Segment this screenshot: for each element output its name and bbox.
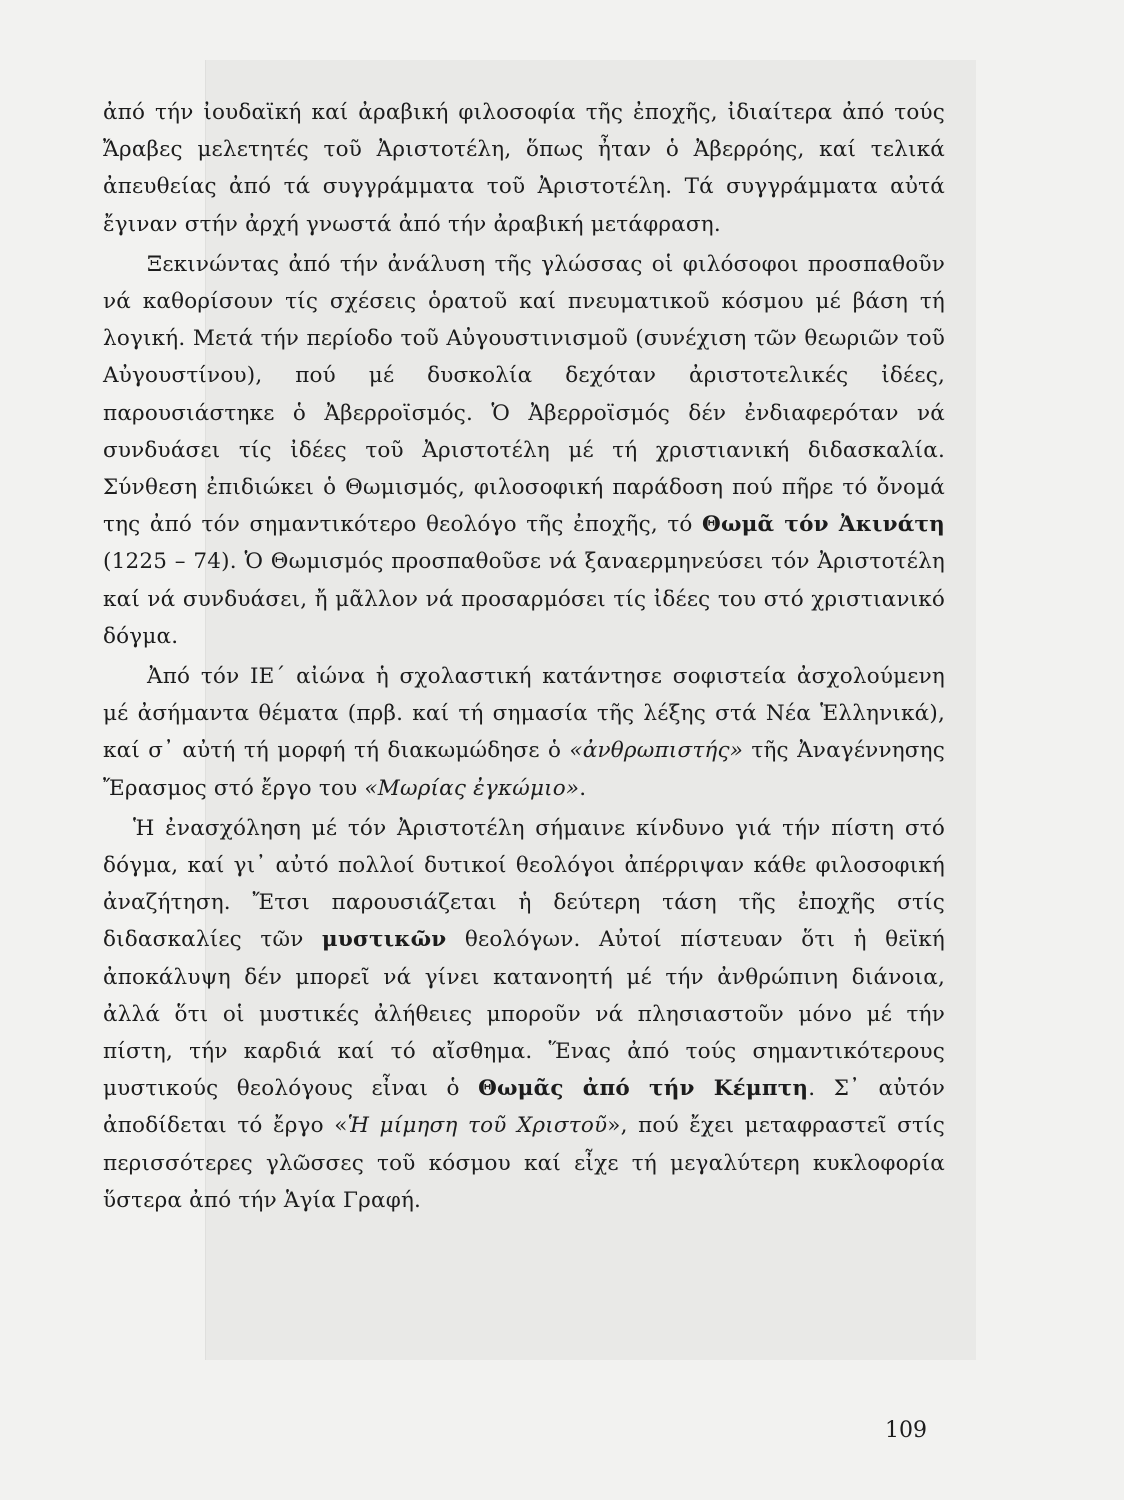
text-run: (1225 – 74). Ὁ Θωμισμός προσπαθοῦσε νά ξαναερμηνεύσει τόν Ἀριστοτέλη καί νά συνδυάσει, ἤ μᾶλλον νά προσαρμόσει τίς ἰδέες του στό χριστιανικό δόγμα. xyxy=(103,549,945,649)
text-run: Ἀπό τόν ΙΕ΄ αἰώνα ἡ σχολαστική κατάντησε σοφιστεία ἀσχολούμενη μέ ἀσήμαντα θέματα (πρβ. καί τή σημασία τῆς λέξης στά Νέα Ἑλληνικά), καί σ᾽ αὐτή τή μορφή τή διακωμώδησε ὁ xyxy=(103,664,945,764)
italic-term: «Μωρίας ἐγκώμιο» xyxy=(364,775,580,801)
italic-term: Ἡ μίμηση τοῦ Χριστοῦ xyxy=(347,1113,608,1139)
body-text xyxy=(103,94,945,1219)
page-number: 109 xyxy=(885,1418,927,1443)
text-run: . xyxy=(579,775,587,801)
bold-term: μυστικῶν xyxy=(321,927,447,953)
text-run: Ἡ ἐνασχόληση μέ τόν Ἀριστοτέλη σήμαινε κίνδυνο γιά τήν πίστη στό δόγμα, καί γι᾽ αὐτό πολλοί δυτικοί θεολόγοι ἀπέρριψαν κάθε φιλοσοφική ἀναζήτηση. Ἔτσι παρουσιάζεται ἡ δεύτερη τάση τῆς ἐποχῆς στίς διδασκαλίες τῶν xyxy=(103,815,945,953)
paragraph-3 xyxy=(103,658,945,807)
bold-term: Θωμᾶ τόν Ἀκινάτη xyxy=(702,512,945,538)
paragraph-1 xyxy=(103,94,945,243)
text-run: . Σ᾽ αὐτόν ἀποδίδεται τό ἔργο « xyxy=(103,1076,945,1139)
paragraph-4 xyxy=(103,810,945,1219)
text-run: », πού ἔχει μεταφραστεῖ στίς περισσότερες γλῶσσες τοῦ κόσμου καί εἶχε τή μεγαλύτερη κυκλοφορία ὕστερα ἀπό τήν Ἁγία Γραφή. xyxy=(103,1113,945,1213)
bold-term: Θωμᾶς ἀπό τήν Κέμπτη xyxy=(478,1076,809,1102)
text-run: Ξεκινώντας ἀπό τήν ἀνάλυση τῆς γλώσσας οἱ φιλόσοφοι προσπαθοῦν νά καθορίσουν τίς σχέσεις ὁρατοῦ καί πνευματικοῦ κόσμου μέ βάση τή λογική. Μετά τήν περίοδο τοῦ Αὐγουστινισμοῦ (συνέχιση τῶν θεωριῶν τοῦ Αὐγουστίνου), πού μέ δυσκολία δεχόταν ἀριστοτελικές ἰδέες, παρουσιάστηκε ὁ Ἀβερροϊσμός. Ὁ Ἀβερροϊσμός δέν ἐνδιαφερόταν νά συνδυάσει τίς ἰδέες τοῦ Ἀριστοτέλη μέ τή χριστιανική διδασκαλία. Σύνθεση ἐπιδιώκει ὁ Θωμισμός, φιλοσοφική παράδοση πού πῆρε τό ὄνομά της ἀπό τόν σημαντικότερο θεολόγο τῆς ἐποχῆς, τό xyxy=(103,251,945,538)
text-run: τῆς Ἀναγέννησης Ἔρασμος στό ἔργο του xyxy=(103,738,945,801)
italic-term: «ἀνθρωπιστής» xyxy=(569,738,744,764)
text-run: ἀπό τήν ἰουδαϊκή καί ἀραβική φιλοσοφία τῆς ἐποχῆς, ἰδιαίτερα ἀπό τούς Ἄραβες μελετητές τοῦ Ἀριστοτέλη, ὅπως ἦταν ὁ Ἀβερρόης, καί τελικά ἀπευθείας ἀπό τά συγγράμματα τοῦ Ἀριστοτέλη. Τά συγγράμματα αὐτά ἔγιναν στήν ἀρχή γνωστά ἀπό τήν ἀραβική μετάφραση. xyxy=(103,100,945,237)
paragraph-2 xyxy=(103,246,945,655)
text-run: θεολόγων. Αὐτοί πίστευαν ὅτι ἡ θεϊκή ἀποκάλυψη δέν μπορεῖ νά γίνει κατανοητή μέ τήν ἀνθρώπινη διάνοια, ἀλλά ὅτι οἱ μυστικές ἀλήθειες μποροῦν νά πλησιαστοῦν μόνο μέ τήν πίστη, τήν καρδιά καί τό αἴσθημα. Ἕνας ἀπό τούς σημαντικότερους μυστικούς θεολόγους εἶναι ὁ xyxy=(103,927,945,1102)
